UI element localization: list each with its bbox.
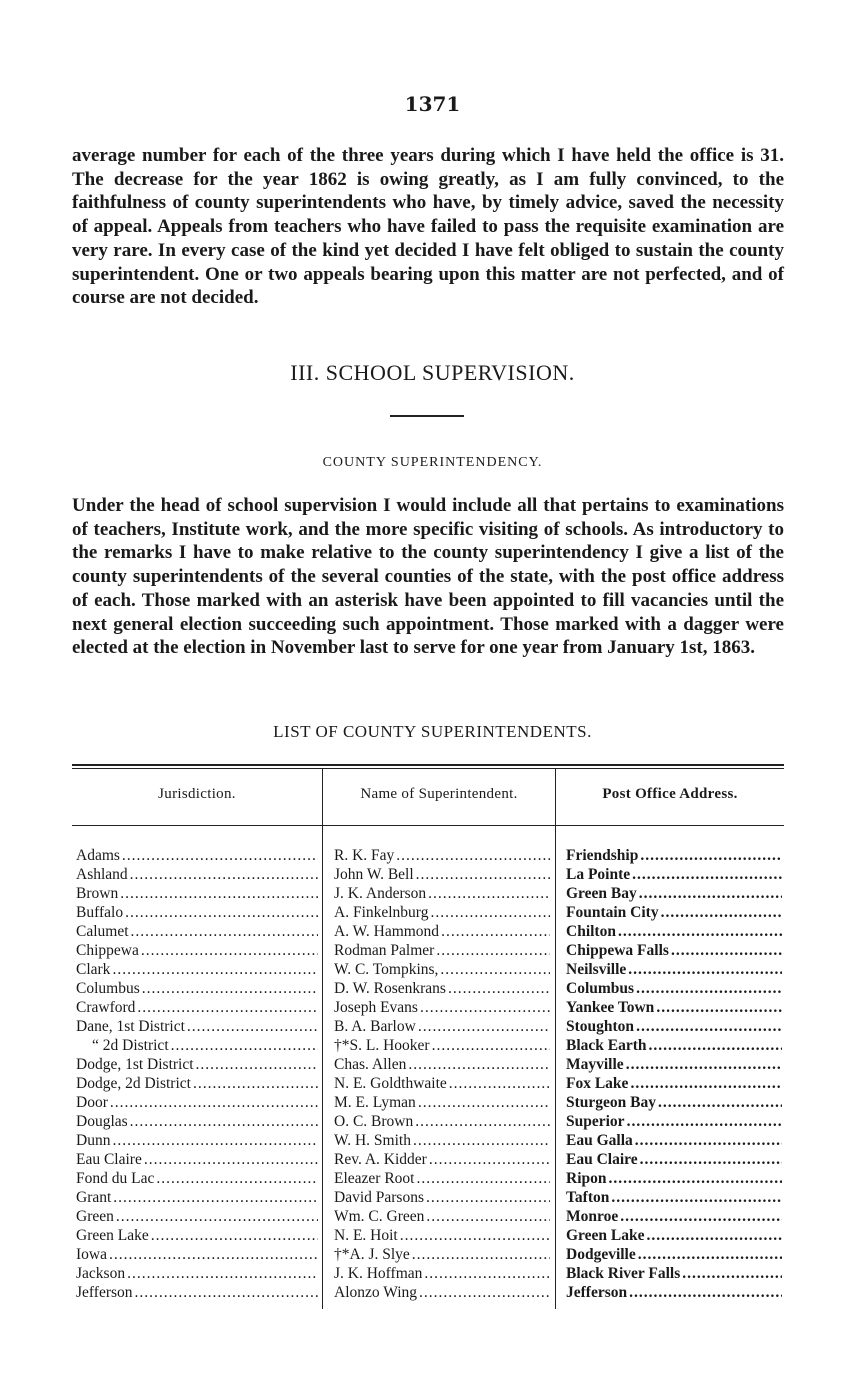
dot-leader xyxy=(191,1074,318,1093)
cell-post-office-text: Fox Lake xyxy=(566,1075,629,1092)
cell-post-office xyxy=(566,979,782,998)
dot-leader xyxy=(416,1017,550,1036)
cell-superintendent-text: David Parsons xyxy=(334,1189,424,1206)
cell-superintendent-text: D. W. Rosenkrans xyxy=(334,980,446,997)
cell-jurisdiction xyxy=(76,979,318,998)
cell-jurisdiction xyxy=(76,1074,318,1093)
cell-post-office xyxy=(566,960,782,979)
table-row xyxy=(72,1169,784,1188)
cell-jurisdiction-text: Jefferson xyxy=(76,1284,133,1301)
cell-post-office xyxy=(566,1074,782,1093)
table-row xyxy=(72,1264,784,1283)
cell-superintendent xyxy=(334,1264,550,1283)
cell-superintendent xyxy=(334,1055,550,1074)
cell-superintendent-text: Alonzo Wing xyxy=(334,1284,418,1301)
cell-superintendent-text: J. K. Anderson xyxy=(334,885,427,902)
cell-jurisdiction xyxy=(76,1036,318,1055)
dot-leader xyxy=(118,884,318,903)
table-row xyxy=(72,1055,784,1074)
cell-post-office-text: Tafton xyxy=(566,1189,610,1206)
cell-jurisdiction-text: Calumet xyxy=(76,923,129,940)
cell-superintendent-text: Rodman Palmer xyxy=(334,942,435,959)
cell-superintendent xyxy=(334,1245,550,1264)
table-row xyxy=(72,1131,784,1150)
cell-superintendent xyxy=(334,846,550,865)
dot-leader xyxy=(140,979,318,998)
section-title: III. SCHOOL SUPERVISION. xyxy=(290,360,575,385)
table-row xyxy=(72,1226,784,1245)
dot-leader xyxy=(439,922,550,941)
cell-superintendent xyxy=(334,922,550,941)
header-post-office: Post Office Address. xyxy=(602,786,738,802)
dot-leader xyxy=(120,846,318,865)
cell-superintendent xyxy=(334,1036,550,1055)
cell-superintendent xyxy=(334,1150,550,1169)
dot-leader xyxy=(625,1112,782,1131)
cell-jurisdiction-text: Buffalo xyxy=(76,904,124,921)
dot-leader xyxy=(107,1245,318,1264)
table-row xyxy=(72,998,784,1017)
table-row xyxy=(72,922,784,941)
table-top-rule xyxy=(72,764,784,766)
cell-post-office xyxy=(566,1036,782,1055)
dot-leader xyxy=(111,1188,318,1207)
dot-leader xyxy=(110,1131,318,1150)
cell-superintendent xyxy=(334,865,550,884)
table-row xyxy=(72,903,784,922)
cell-superintendent-text: J. K. Hoffman xyxy=(334,1265,423,1282)
dot-leader xyxy=(129,922,318,941)
cell-jurisdiction-text: Door xyxy=(76,1094,108,1111)
dot-leader xyxy=(110,960,318,979)
cell-jurisdiction xyxy=(76,1150,318,1169)
dot-leader xyxy=(633,1131,782,1150)
dot-leader xyxy=(624,1055,782,1074)
table-row xyxy=(72,1112,784,1131)
dot-leader xyxy=(149,1226,318,1245)
dot-leader xyxy=(634,979,782,998)
paragraph-appeals: average number for each of the three years during which I have held the office is 31. The decrease for the year 1862 is owing greatly, as I am fully convinced, to the faithfulness of county superintendents who have, by timely advice, saved the necessity of appeal. Appeals from teachers who have failed to pass the requisite examination are very rare. In every case of the kind yet decided I have felt obliged to sustain the county superintendent. One or two appeals bearing upon this matter are not perfected, and of course are not decided. xyxy=(72,145,784,309)
cell-post-office-text: Columbus xyxy=(566,980,635,997)
dot-leader xyxy=(656,1093,782,1112)
cell-superintendent xyxy=(334,1283,550,1302)
cell-superintendent-text: B. A. Barlow xyxy=(334,1018,416,1035)
dot-leader xyxy=(630,865,782,884)
cell-jurisdiction xyxy=(76,1226,318,1245)
cell-post-office xyxy=(566,1017,782,1036)
cell-jurisdiction xyxy=(76,1131,318,1150)
table-header-rule xyxy=(72,825,784,826)
cell-jurisdiction xyxy=(76,903,318,922)
dot-leader xyxy=(609,1188,782,1207)
table-row xyxy=(72,960,784,979)
cell-superintendent xyxy=(334,903,550,922)
table-body xyxy=(72,846,784,1302)
cell-superintendent-text: A. Finkelnburg xyxy=(334,904,429,921)
cell-post-office xyxy=(566,1245,782,1264)
cell-superintendent xyxy=(334,884,550,903)
cell-jurisdiction xyxy=(76,865,318,884)
cell-post-office-text: Ripon xyxy=(566,1170,607,1187)
cell-post-office-text: Black River Falls xyxy=(566,1265,681,1282)
dot-leader xyxy=(659,903,782,922)
dot-leader xyxy=(654,998,782,1017)
dot-leader xyxy=(637,884,782,903)
dot-leader xyxy=(428,903,550,922)
cell-post-office-text: Eau Claire xyxy=(566,1151,638,1168)
cell-superintendent xyxy=(334,998,550,1017)
cell-superintendent-text: John W. Bell xyxy=(334,866,414,883)
cell-superintendent-text: W. C. Tompkins, xyxy=(334,961,439,978)
cell-post-office xyxy=(566,1207,782,1226)
dot-leader xyxy=(135,998,318,1017)
cell-post-office-text: Dodgeville xyxy=(566,1246,636,1263)
cell-superintendent-text: M. E. Lyman xyxy=(334,1094,416,1111)
cell-jurisdiction xyxy=(76,1283,318,1302)
table-row xyxy=(72,1150,784,1169)
table-row xyxy=(72,1093,784,1112)
dot-leader xyxy=(169,1036,318,1055)
cell-post-office xyxy=(566,1093,782,1112)
cell-superintendent xyxy=(334,960,550,979)
cell-jurisdiction xyxy=(76,1055,318,1074)
table-row xyxy=(72,1188,784,1207)
page-number: 1371 xyxy=(404,92,461,116)
dot-leader xyxy=(417,1283,550,1302)
dot-leader xyxy=(406,1055,550,1074)
cell-jurisdiction-text: Dodge, 1st District xyxy=(76,1056,194,1073)
dot-leader xyxy=(627,1283,782,1302)
table-row xyxy=(72,1074,784,1093)
cell-jurisdiction xyxy=(76,941,318,960)
cell-jurisdiction-text: Dodge, 2d District xyxy=(76,1075,191,1092)
dot-leader xyxy=(414,1169,550,1188)
cell-superintendent-text: Rev. A. Kidder xyxy=(334,1151,427,1168)
cell-superintendent xyxy=(334,979,550,998)
cell-jurisdiction-text: Adams xyxy=(76,847,120,864)
cell-post-office xyxy=(566,1169,782,1188)
cell-jurisdiction-text: Grant xyxy=(76,1189,112,1206)
dot-leader xyxy=(114,1207,318,1226)
cell-post-office-text: Superior xyxy=(566,1113,625,1130)
cell-jurisdiction xyxy=(76,998,318,1017)
cell-jurisdiction-text: Dunn xyxy=(76,1132,111,1149)
dot-leader xyxy=(123,903,318,922)
cell-jurisdiction-text: “ 2d District xyxy=(92,1037,169,1054)
dot-leader xyxy=(416,1093,550,1112)
cell-post-office-text: Stoughton xyxy=(566,1018,635,1035)
cell-post-office xyxy=(566,865,782,884)
table-top-rule-thin xyxy=(72,768,784,769)
cell-superintendent-text: A. W. Hammond xyxy=(334,923,440,940)
cell-post-office xyxy=(566,941,782,960)
cell-jurisdiction-text: Crawford xyxy=(76,999,136,1016)
cell-post-office-text: Mayville xyxy=(566,1056,624,1073)
cell-post-office-text: Chilton xyxy=(566,923,616,940)
dot-leader xyxy=(194,1055,318,1074)
dot-leader xyxy=(424,1207,550,1226)
cell-post-office-text: Eau Galla xyxy=(566,1132,633,1149)
cell-post-office-text: Black Earth xyxy=(566,1037,647,1054)
dot-leader xyxy=(418,998,550,1017)
cell-jurisdiction xyxy=(76,1245,318,1264)
cell-superintendent-text: Joseph Evans xyxy=(334,999,418,1016)
cell-superintendent xyxy=(334,1169,550,1188)
dot-leader xyxy=(413,1112,550,1131)
cell-post-office xyxy=(566,998,782,1017)
cell-post-office-text: La Pointe xyxy=(566,866,631,883)
cell-jurisdiction xyxy=(76,922,318,941)
cell-jurisdiction-text: Jackson xyxy=(76,1265,126,1282)
cell-jurisdiction xyxy=(76,1264,318,1283)
dot-leader xyxy=(394,846,550,865)
cell-post-office-text: Green Bay xyxy=(566,885,637,902)
cell-superintendent xyxy=(334,1017,550,1036)
dot-leader xyxy=(616,922,782,941)
cell-superintendent-text: Eleazer Root xyxy=(334,1170,415,1187)
cell-superintendent-text: R. K. Fay xyxy=(334,847,395,864)
cell-jurisdiction-text: Fond du Lac xyxy=(76,1170,155,1187)
cell-post-office xyxy=(566,846,782,865)
dot-leader xyxy=(447,1074,550,1093)
cell-post-office xyxy=(566,1283,782,1302)
cell-jurisdiction-text: Dane, 1st District xyxy=(76,1018,185,1035)
cell-jurisdiction-text: Douglas xyxy=(76,1113,128,1130)
cell-jurisdiction xyxy=(76,1188,318,1207)
cell-post-office-text: Friendship xyxy=(566,847,639,864)
cell-jurisdiction-text: Green xyxy=(76,1208,114,1225)
dot-leader xyxy=(647,1036,782,1055)
dot-leader xyxy=(434,941,550,960)
cell-post-office xyxy=(566,1055,782,1074)
dot-leader xyxy=(108,1093,318,1112)
cell-jurisdiction-text: Brown xyxy=(76,885,119,902)
cell-jurisdiction xyxy=(76,1017,318,1036)
dot-leader xyxy=(636,1245,782,1264)
cell-post-office-text: Neilsville xyxy=(566,961,627,978)
paragraph-supervision: Under the head of school supervision I would include all that pertains to examinations of teachers, Institute work, and the more specific visiting of schools. As introductory to the remarks I have to make relative to the county superintendency I give a list of the county superintendents of the several counties of the state, with the post office address of each. Those marked with an asterisk have been appointed to fill vacancies until the next general election succeeding such appointment. Those marked with a dagger were elected at the election in November last to serve for one year from January 1st, 1863. xyxy=(72,495,784,659)
cell-post-office-text: Fountain City xyxy=(566,904,659,921)
dot-leader xyxy=(669,941,782,960)
section-divider xyxy=(390,415,464,417)
dot-leader xyxy=(607,1169,783,1188)
dot-leader xyxy=(426,884,550,903)
dot-leader xyxy=(139,941,318,960)
dot-leader xyxy=(185,1017,318,1036)
cell-superintendent xyxy=(334,1112,550,1131)
cell-post-office-text: Yankee Town xyxy=(566,999,655,1016)
dot-leader xyxy=(424,1188,550,1207)
cell-superintendent xyxy=(334,1188,550,1207)
cell-superintendent xyxy=(334,941,550,960)
dot-leader xyxy=(618,1207,782,1226)
cell-superintendent-text: †*A. J. Slye xyxy=(334,1246,410,1263)
cell-superintendent-text: †*S. L. Hooker xyxy=(334,1037,430,1054)
cell-post-office xyxy=(566,1264,782,1283)
table-row xyxy=(72,1245,784,1264)
dot-leader xyxy=(626,960,782,979)
list-title: LIST OF COUNTY SUPERINTENDENTS. xyxy=(273,722,592,741)
cell-post-office-text: Chippewa Falls xyxy=(566,942,669,959)
cell-jurisdiction xyxy=(76,1093,318,1112)
table-row xyxy=(72,1017,784,1036)
cell-superintendent xyxy=(334,1226,550,1245)
cell-superintendent xyxy=(334,1207,550,1226)
cell-post-office xyxy=(566,1150,782,1169)
cell-post-office xyxy=(566,1226,782,1245)
cell-jurisdiction-text: Ashland xyxy=(76,866,128,883)
subsection-title: COUNTY SUPERINTENDENCY. xyxy=(322,455,543,470)
cell-post-office xyxy=(566,1112,782,1131)
cell-jurisdiction-text: Iowa xyxy=(76,1246,107,1263)
table-row xyxy=(72,1207,784,1226)
dot-leader xyxy=(128,1112,318,1131)
cell-jurisdiction xyxy=(76,1169,318,1188)
cell-superintendent xyxy=(334,1093,550,1112)
cell-jurisdiction-text: Columbus xyxy=(76,980,140,997)
cell-post-office xyxy=(566,1131,782,1150)
dot-leader xyxy=(638,1150,782,1169)
dot-leader xyxy=(422,1264,550,1283)
cell-superintendent-text: O. C. Brown xyxy=(334,1113,414,1130)
cell-superintendent-text: Wm. C. Green xyxy=(334,1208,425,1225)
dot-leader xyxy=(680,1264,782,1283)
table-row xyxy=(72,979,784,998)
dot-leader xyxy=(634,1017,782,1036)
dot-leader xyxy=(133,1283,318,1302)
cell-jurisdiction xyxy=(76,846,318,865)
cell-jurisdiction-text: Eau Claire xyxy=(76,1151,142,1168)
superintendents-table xyxy=(72,764,784,1309)
table-row xyxy=(72,865,784,884)
cell-superintendent-text: Chas. Allen xyxy=(334,1056,407,1073)
table-row xyxy=(72,1036,784,1055)
cell-superintendent-text: N. E. Goldthwaite xyxy=(334,1075,447,1092)
dot-leader xyxy=(410,1245,550,1264)
table-row xyxy=(72,941,784,960)
dot-leader xyxy=(411,1131,550,1150)
dot-leader xyxy=(154,1169,318,1188)
header-jurisdiction: Jurisdiction. xyxy=(158,786,236,802)
dot-leader xyxy=(142,1150,318,1169)
dot-leader xyxy=(628,1074,782,1093)
cell-post-office xyxy=(566,884,782,903)
dot-leader xyxy=(414,865,550,884)
cell-jurisdiction-text: Clark xyxy=(76,961,111,978)
dot-leader xyxy=(427,1150,550,1169)
table-row xyxy=(72,846,784,865)
cell-superintendent-text: W. H. Smith xyxy=(334,1132,411,1149)
cell-jurisdiction-text: Green Lake xyxy=(76,1227,149,1244)
table-row xyxy=(72,1283,784,1302)
cell-jurisdiction xyxy=(76,960,318,979)
cell-post-office-text: Sturgeon Bay xyxy=(566,1094,656,1111)
header-superintendent: Name of Superintendent. xyxy=(360,786,518,802)
dot-leader xyxy=(125,1264,318,1283)
cell-post-office-text: Monroe xyxy=(566,1208,619,1225)
cell-superintendent xyxy=(334,1074,550,1093)
cell-superintendent-text: N. E. Hoit xyxy=(334,1227,398,1244)
cell-superintendent xyxy=(334,1131,550,1150)
cell-jurisdiction-text: Chippewa xyxy=(76,942,139,959)
cell-jurisdiction xyxy=(76,1207,318,1226)
cell-post-office xyxy=(566,922,782,941)
table-row xyxy=(72,884,784,903)
dot-leader xyxy=(645,1226,783,1245)
dot-leader xyxy=(398,1226,550,1245)
cell-jurisdiction xyxy=(76,1112,318,1131)
dot-leader xyxy=(430,1036,550,1055)
dot-leader xyxy=(446,979,550,998)
cell-post-office-text: Jefferson xyxy=(566,1284,628,1301)
cell-jurisdiction xyxy=(76,884,318,903)
cell-post-office xyxy=(566,903,782,922)
cell-post-office-text: Green Lake xyxy=(566,1227,645,1244)
cell-post-office xyxy=(566,1188,782,1207)
dot-leader xyxy=(638,846,782,865)
dot-leader xyxy=(438,960,550,979)
dot-leader xyxy=(128,865,318,884)
